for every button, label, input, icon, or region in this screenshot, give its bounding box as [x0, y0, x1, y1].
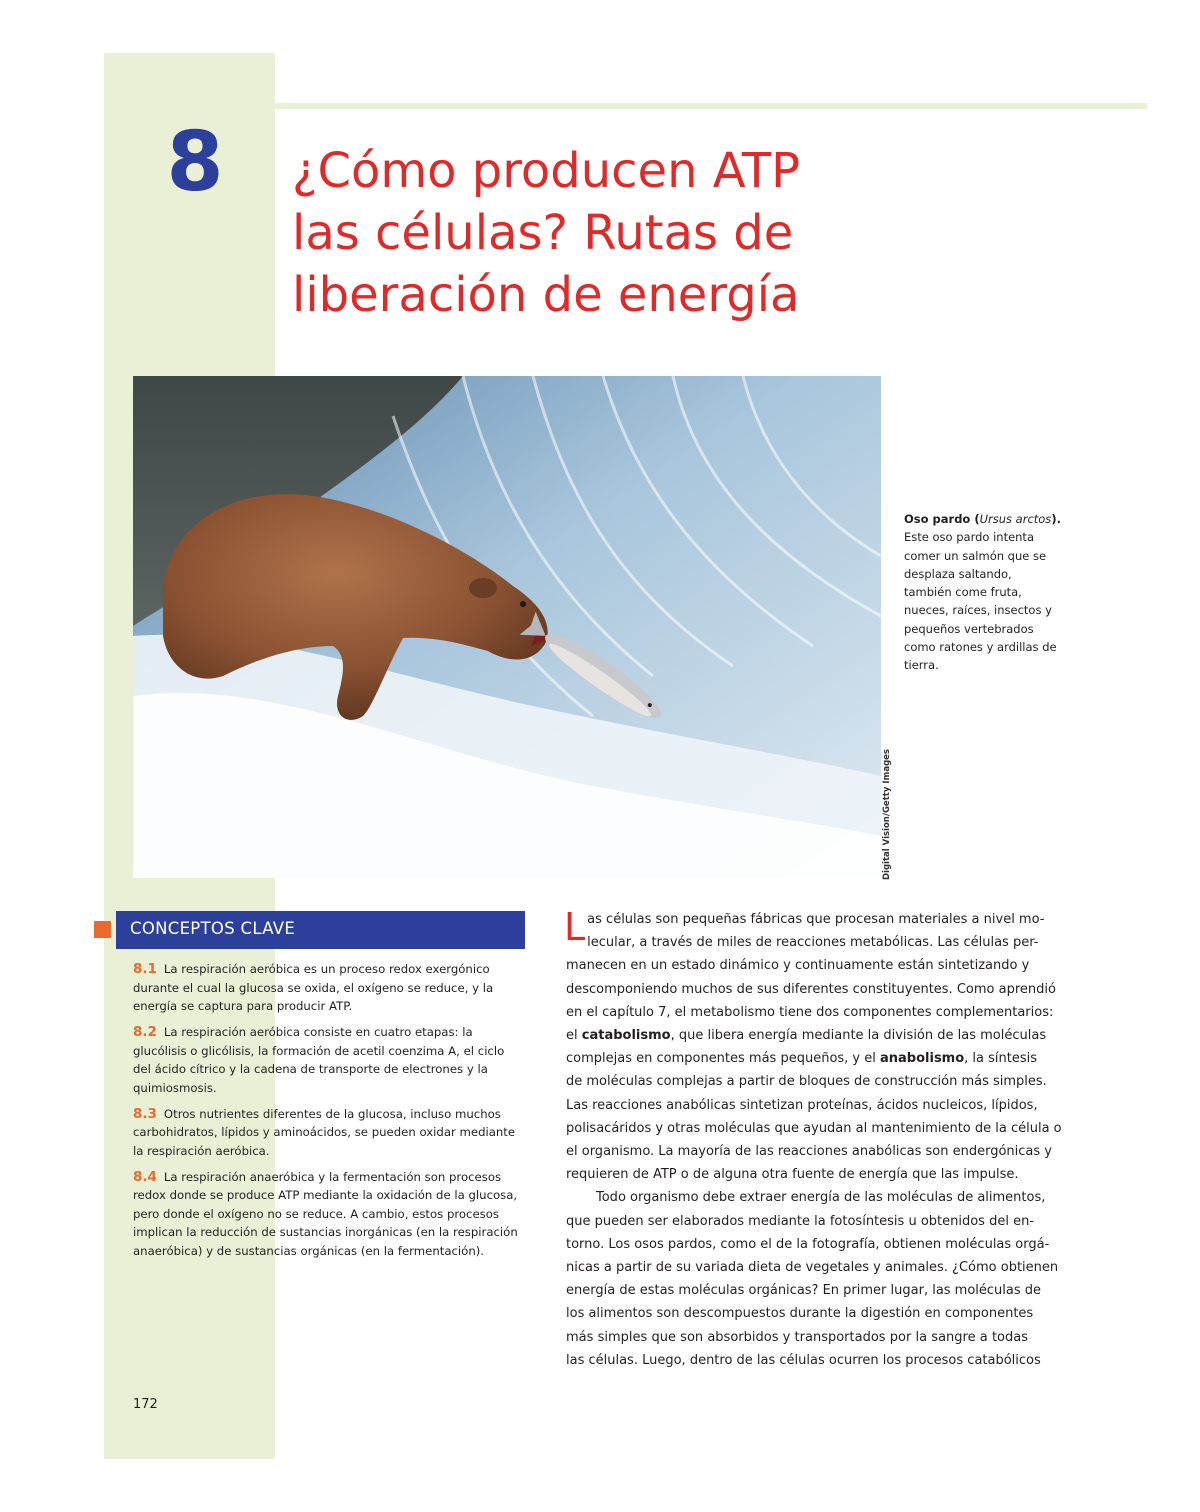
concept-number: 8.2	[133, 1024, 157, 1040]
body-line: torno. Los osos pardos, como el de la fotografía, obtienen moléculas orgá-	[566, 1236, 1050, 1252]
body-text-run: complejas en componentes más pequeños, y el	[566, 1051, 880, 1067]
body-line: as células son pequeñas fábricas que procesan materiales a nivel mo-	[587, 912, 1045, 927]
concept-text: La respiración aeróbica es un proceso redox exergónico durante el cual la glucosa se oxida, el oxígeno se reduce, y la energía se captura para producir ATP.	[133, 962, 494, 1013]
body-text-run: , que libera energía mediante la división de las moléculas	[670, 1028, 1047, 1044]
concept-item	[133, 960, 525, 1016]
body-paragraph	[566, 1186, 1059, 1372]
concept-text: La respiración aeróbica consiste en cuatro etapas: la glucólisis o glicólisis, la formación de acetil coenzima A, el ciclo del ácido cítrico y la cadena de transporte de electrones y la quimiosmosis.	[133, 1025, 505, 1095]
body-text	[564, 905, 1062, 1372]
concept-item	[133, 1105, 525, 1161]
term-catabolismo: catabolismo	[581, 1028, 671, 1044]
key-concepts-title: CONCEPTOS CLAVE	[130, 919, 296, 938]
page-number: 172	[133, 1397, 158, 1412]
drop-cap: L	[564, 905, 586, 949]
caption-label-end: ).	[1051, 512, 1061, 526]
concept-item	[133, 1168, 525, 1261]
body-line: descomponiendo muchos de sus diferentes constituyentes. Como aprendió	[566, 981, 1056, 997]
body-line: más simples que son absorbidos y transportados por la sangre a todas	[566, 1329, 1028, 1345]
body-paragraph	[564, 905, 1062, 1186]
key-concepts-list	[133, 960, 525, 1268]
body-line: requieren de ATP o de alguna otra fuente de energía que las impulse.	[566, 1167, 1019, 1183]
body-line: Todo organismo debe extraer energía de las moléculas de alimentos,	[596, 1190, 1046, 1206]
body-line: energía de estas moléculas orgánicas? En primer lugar, las moléculas de	[566, 1283, 1042, 1299]
concept-item	[133, 1023, 525, 1097]
caption-text: Este oso pardo intenta comer un salmón que se desplaza saltando, también come fruta, nueces, raíces, insectos y pequeños vertebrados como ratones y ardillas de tierra.	[904, 530, 1057, 673]
chapter-title-line: las células? Rutas de	[292, 205, 794, 261]
caption-label: Oso pardo (	[904, 512, 980, 526]
body-line: el organismo. La mayoría de las reacciones anabólicas son endergónicas y	[566, 1144, 1052, 1160]
body-line: manecen en un estado dinámico y continuamente están sintetizando y	[566, 958, 1030, 974]
body-line: polisacáridos y otras moléculas que ayudan al mantenimiento de la célula o	[566, 1120, 1062, 1136]
concept-number: 8.1	[133, 961, 157, 977]
chapter-title	[292, 140, 912, 326]
photo-credit: Digital Vision/Getty Images	[882, 749, 892, 880]
bear-salmon-illustration	[133, 376, 881, 878]
body-line: de moléculas complejas a partir de bloques de construcción más simples.	[566, 1074, 1047, 1090]
body-line: que pueden ser elaborados mediante la fotosíntesis u obtenidos del en-	[566, 1213, 1034, 1229]
concept-number: 8.4	[133, 1168, 157, 1185]
caption-species: Ursus arctos	[979, 512, 1052, 526]
term-anabolismo: anabolismo	[880, 1051, 965, 1067]
chapter-title-line: liberación de energía	[292, 267, 800, 323]
chapter-title-line: ¿Cómo producen ATP	[292, 143, 801, 199]
body-line: lecular, a través de miles de reacciones metabólicas. Las células per-	[587, 935, 1039, 951]
concept-text: Otros nutrientes diferentes de la glucosa, incluso muchos carbohidratos, lípidos y aminoácidos, se pueden oxidar mediante la respiración aeróbica.	[133, 1106, 516, 1158]
body-line: las células. Luego, dentro de las células ocurren los procesos catabólicos	[566, 1352, 1041, 1368]
body-line: los alimentos son descompuestos durante la digestión en componentes	[566, 1306, 1034, 1322]
photo-caption	[904, 510, 1062, 675]
key-concepts-bar	[116, 911, 525, 949]
header-rule	[275, 103, 1147, 109]
body-line	[566, 1047, 1038, 1070]
concept-text: La respiración anaeróbica y la fermentación son procesos redox donde se produce ATP mediante la oxidación de la glucosa, pero donde el oxígeno no se reduce. A cambio, estos procesos implican la reducción de sustancias inorgánicas (en la respiración anaeróbica) y de sustancias orgánicas (en la fermentación).	[133, 1169, 518, 1258]
bear-salmon-photo	[133, 376, 881, 878]
chapter-number: 8	[166, 115, 224, 210]
body-text-run: , la síntesis	[964, 1051, 1038, 1067]
body-line	[566, 1024, 1047, 1047]
body-line: en el capítulo 7, el metabolismo tiene dos componentes complementarios:	[566, 1004, 1054, 1020]
body-line: nicas a partir de su variada dieta de vegetales y animales. ¿Cómo obtienen	[566, 1260, 1059, 1276]
orange-square-marker	[94, 921, 111, 938]
body-text-run: el	[566, 1028, 582, 1044]
concept-number: 8.3	[133, 1105, 157, 1122]
body-line: Las reacciones anabólicas sintetizan proteínas, ácidos nucleicos, lípidos,	[566, 1097, 1038, 1113]
key-concepts-header	[94, 911, 525, 949]
